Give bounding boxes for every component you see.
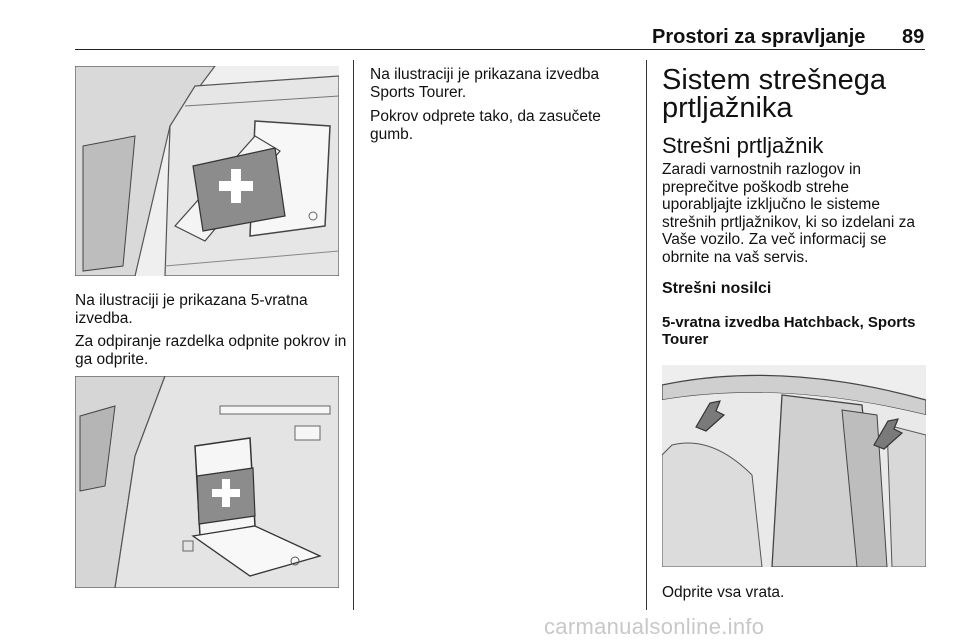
footer-watermark: carmanualsonline.info (544, 614, 765, 639)
para-5-door-caption: Na ilustraciji je prikazana 5-vratna izvedba. (75, 292, 308, 327)
illustration-5-door-compartment (75, 66, 339, 276)
page-header-title: Prostori za spravljanje (652, 26, 866, 48)
illustration-roof-carrier-points (662, 365, 926, 567)
column-divider-1 (353, 60, 354, 610)
heading-roof-rack-system: Sistem strešnega prtljažnika (662, 64, 887, 124)
heading-hatchback-sports-tourer: 5-vratna izvedba Hatchback, Sports Tourer (662, 314, 916, 348)
para-turn-knob: Pokrov odprete tako, da zasučete gumb. (370, 108, 601, 143)
para-open-compartment: Za odpiranje razdelka odpnite pokrov in ga odprite. (75, 333, 347, 368)
para-roof-rack-safety: Zaradi varnostnih razlogov in preprečitve poškodb strehe uporabljajte izključno le sisteme strešnih prtljažnikov, ki so izdelani za Vaše vozilo. Za več informacij se obrnite na vaš servis. (662, 161, 915, 266)
heading-roof-carriers: Strešni nosilci (662, 280, 772, 297)
para-open-all-doors: Odprite vsa vrata. (662, 584, 785, 601)
header-divider (75, 49, 925, 50)
column-divider-2 (646, 60, 647, 610)
page-number: 89 (902, 26, 925, 48)
para-sports-tourer-caption: Na ilustraciji je prikazana izvedba Sports Tourer. (370, 66, 600, 101)
heading-roof-rack: Strešni prtljažnik (662, 133, 824, 158)
illustration-sports-tourer-compartment (75, 376, 339, 588)
